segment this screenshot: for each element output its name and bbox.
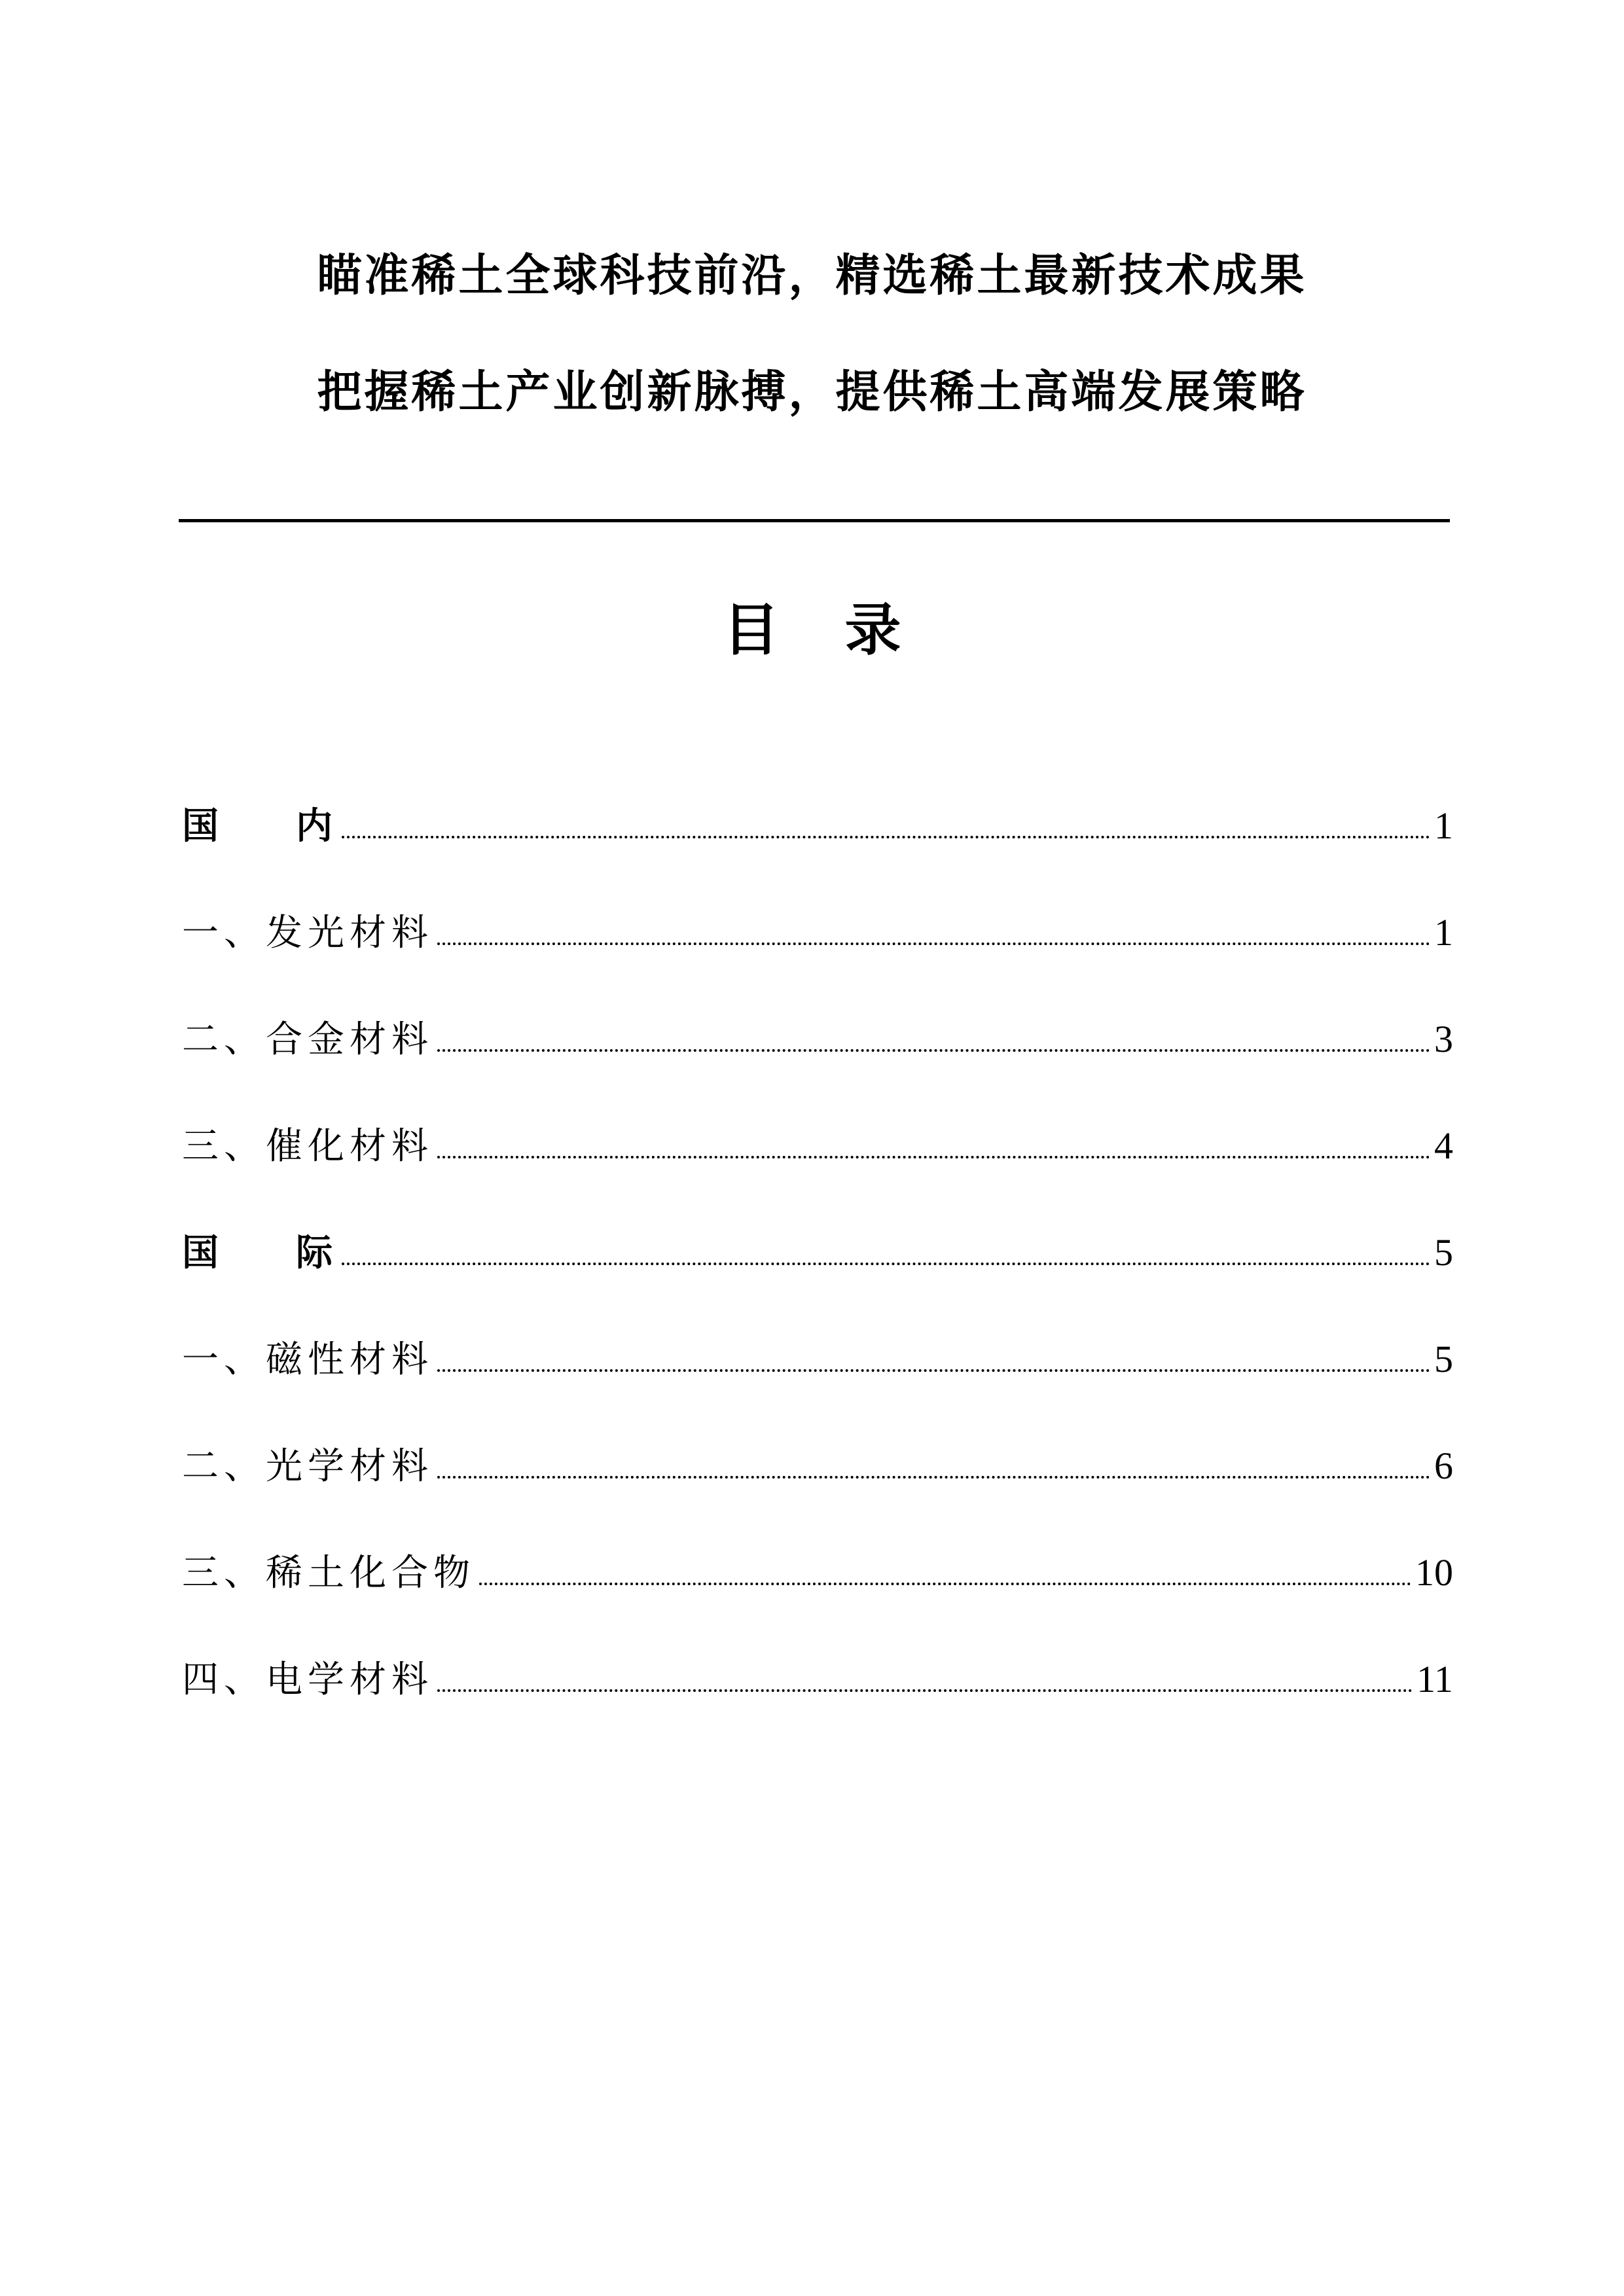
toc-dot-leader bbox=[437, 1369, 1430, 1372]
table-of-contents bbox=[182, 738, 1453, 1701]
toc-entry-label: 三、稀土化合物 bbox=[182, 1552, 475, 1594]
toc-entry-international[interactable] bbox=[182, 1165, 1453, 1272]
toc-entry-page: 4 bbox=[1434, 1124, 1453, 1167]
toc-entry-page: 3 bbox=[1434, 1018, 1453, 1060]
toc-entry-label: 四、电学材料 bbox=[182, 1659, 433, 1701]
toc-entry-label: 一、发光材料 bbox=[182, 912, 433, 954]
toc-entry-label: 三、催化材料 bbox=[182, 1125, 433, 1168]
toc-entry-luminescent-materials[interactable] bbox=[182, 845, 1453, 952]
toc-dot-leader bbox=[479, 1583, 1411, 1585]
slogan-line-2: 把握稀土产业创新脉搏，提供稀土高端发展策略 bbox=[317, 367, 1307, 418]
toc-entry-electrical-materials[interactable] bbox=[182, 1592, 1453, 1701]
toc-entry-label: 二、光学材料 bbox=[182, 1445, 433, 1488]
toc-entry-optical-materials[interactable] bbox=[182, 1378, 1453, 1488]
toc-entry-page: 5 bbox=[1434, 1231, 1453, 1274]
toc-entry-rare-earth-compounds[interactable] bbox=[182, 1485, 1453, 1592]
toc-entry-page: 10 bbox=[1415, 1551, 1453, 1594]
toc-title: 目 录 bbox=[723, 598, 901, 663]
toc-dot-leader bbox=[437, 1156, 1430, 1158]
toc-entry-page: 5 bbox=[1434, 1338, 1453, 1380]
toc-entry-label: 二、合金材料 bbox=[182, 1018, 433, 1061]
toc-dot-leader bbox=[437, 1049, 1430, 1052]
toc-dot-leader bbox=[342, 1263, 1430, 1265]
toc-entry-magnetic-materials[interactable] bbox=[182, 1272, 1453, 1381]
toc-dot-leader bbox=[437, 1689, 1413, 1692]
toc-dot-leader bbox=[437, 942, 1430, 945]
toc-entry-page: 6 bbox=[1434, 1444, 1453, 1487]
toc-entry-page: 1 bbox=[1434, 911, 1453, 954]
slogan-line-1: 瞄准稀土全球科技前沿，精选稀土最新技术成果 bbox=[317, 250, 1307, 302]
toc-entry-label: 一、磁性材料 bbox=[182, 1338, 433, 1381]
toc-dot-leader bbox=[342, 836, 1430, 838]
toc-dot-leader bbox=[437, 1476, 1430, 1479]
toc-entry-label: 国 际 bbox=[182, 1232, 338, 1274]
toc-entry-domestic[interactable] bbox=[182, 738, 1453, 848]
toc-entry-page: 1 bbox=[1434, 804, 1453, 847]
toc-entry-page: 11 bbox=[1416, 1658, 1453, 1700]
toc-entry-label: 国 内 bbox=[182, 805, 338, 848]
toc-entry-alloy-materials[interactable] bbox=[182, 952, 1453, 1061]
header-divider bbox=[179, 519, 1450, 522]
toc-entry-catalytic-materials[interactable] bbox=[182, 1058, 1453, 1168]
